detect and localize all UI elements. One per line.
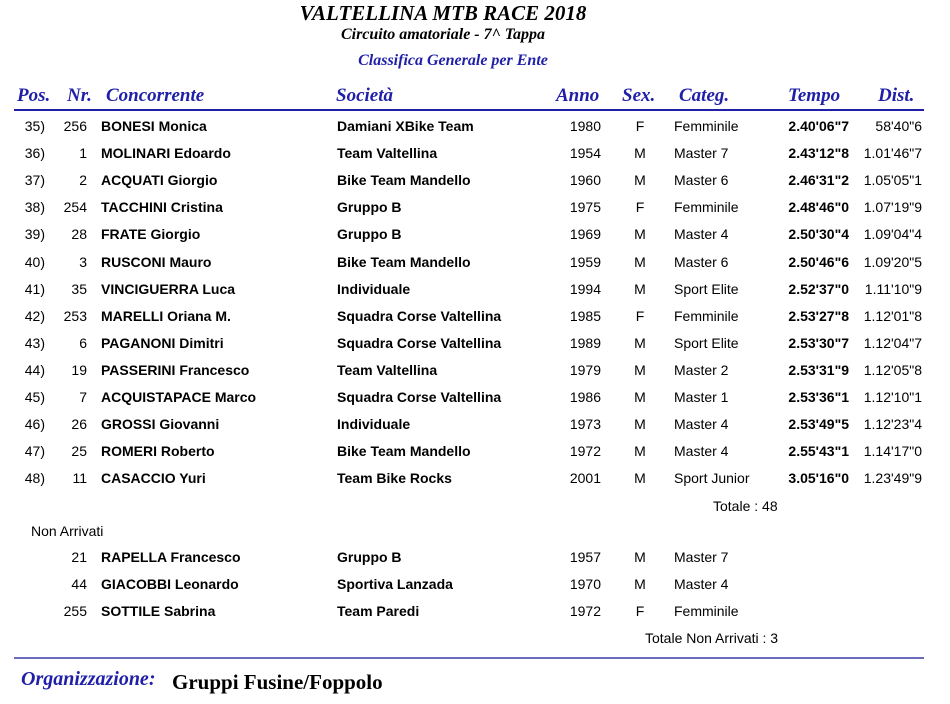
cell-pos: 39) (24, 226, 45, 243)
cell-pos: 43) (24, 334, 45, 351)
cell-anno: 1973 (569, 416, 601, 433)
cell-sex: M (634, 334, 646, 351)
cell-tempo: 2.43'12"8 (788, 145, 849, 162)
cell-dist: 1.14'17"0 (863, 443, 922, 460)
cell-dist: 1.11'10"9 (864, 280, 922, 297)
cell-categ: Master 4 (674, 576, 729, 593)
cell-name: GROSSI Giovanni (101, 416, 220, 433)
cell-categ: Sport Elite (674, 334, 739, 351)
cell-nr: 255 (63, 603, 87, 620)
cell-anno: 1957 (569, 549, 601, 565)
cell-pos: 44) (24, 361, 45, 378)
cell-name: GIACOBBI Leonardo (101, 576, 239, 593)
cell-sex: F (635, 118, 645, 134)
cell-tempo: 2.53'36"1 (788, 389, 849, 405)
cell-dist: 58'40"6 (875, 118, 922, 134)
cell-anno: 1986 (569, 389, 601, 405)
cell-dist: 1.09'20"5 (863, 253, 922, 270)
cell-categ: Master 7 (674, 549, 729, 565)
cell-pos: 41) (24, 280, 45, 297)
cell-categ: Master 6 (674, 172, 729, 189)
cell-name: SOTTILE Sabrina (101, 603, 216, 620)
cell-sex: M (634, 470, 646, 487)
cell-anno: 1994 (569, 280, 601, 297)
table-row (0, 199, 950, 226)
cell-sex: F (635, 603, 645, 620)
cell-nr: 7 (79, 389, 87, 405)
cell-dist: 1.12'10"1 (863, 389, 922, 405)
cell-pos: 46) (24, 416, 45, 433)
ranking-type-title: Classifica Generale per Ente (358, 52, 548, 69)
cell-nr: 28 (71, 226, 87, 243)
cell-name: MOLINARI Edoardo (101, 145, 231, 162)
cell-name: MARELLI Oriana M. (101, 307, 231, 324)
cell-pos: 38) (24, 199, 45, 216)
cell-pos: 48) (24, 470, 45, 487)
cell-categ: Master 7 (674, 145, 729, 162)
cell-sex: M (634, 443, 646, 460)
header-concorrente: Concorrente (106, 85, 205, 106)
cell-tempo: 2.53'31"9 (788, 361, 849, 378)
cell-tempo: 2.40'06"7 (788, 118, 849, 134)
cell-team: Damiani XBike Team (337, 118, 474, 134)
cell-nr: 11 (72, 470, 87, 487)
cell-name: FRATE Giorgio (101, 226, 201, 243)
cell-categ: Master 1 (674, 389, 729, 405)
cell-anno: 1969 (569, 226, 601, 243)
cell-categ: Master 4 (674, 443, 729, 460)
cell-team: Bike Team Mandello (337, 172, 471, 189)
table-row (0, 549, 950, 576)
table-row (0, 603, 950, 630)
table-row (0, 118, 950, 145)
cell-categ: Master 4 (674, 416, 729, 433)
non-arrivati-label: Non Arrivati (31, 523, 104, 539)
cell-sex: F (635, 307, 645, 324)
cell-dist: 1.09'04"4 (863, 226, 922, 243)
table-row (0, 389, 950, 416)
cell-team: Gruppo B (337, 549, 402, 565)
cell-team: Gruppo B (337, 226, 402, 243)
cell-sex: M (634, 361, 646, 378)
cell-sex: M (634, 576, 646, 593)
header-tempo: Tempo (788, 85, 841, 106)
cell-anno: 1970 (569, 576, 601, 593)
cell-dist: 1.12'23"4 (863, 416, 922, 433)
cell-name: PASSERINI Francesco (101, 361, 250, 378)
cell-tempo: 2.50'30"4 (788, 226, 849, 243)
header-nr: Nr. (67, 85, 92, 106)
cell-pos: 35) (24, 118, 45, 134)
cell-categ: Sport Junior (674, 470, 750, 487)
cell-team: Individuale (337, 416, 411, 433)
table-row (0, 145, 950, 172)
cell-team: Team Paredi (337, 603, 420, 620)
table-row (0, 470, 950, 497)
table-row (0, 172, 950, 199)
cell-anno: 1972 (569, 603, 601, 620)
cell-categ: Master 4 (674, 226, 729, 243)
cell-team: Team Valtellina (337, 145, 438, 162)
cell-name: ROMERI Roberto (101, 443, 215, 460)
cell-anno: 1979 (569, 361, 601, 378)
cell-anno: 1960 (569, 172, 601, 189)
cell-name: PAGANONI Dimitri (101, 334, 224, 351)
cell-pos: 47) (24, 443, 45, 460)
header-anno: Anno (556, 85, 600, 106)
cell-team: Bike Team Mandello (337, 253, 471, 270)
cell-tempo: 2.50'46"6 (788, 253, 849, 270)
cell-nr: 44 (71, 576, 87, 593)
cell-dist: 1.07'19"9 (863, 199, 922, 216)
cell-tempo: 2.53'30"7 (788, 334, 849, 351)
cell-team: Team Valtellina (337, 361, 438, 378)
cell-name: VINCIGUERRA Luca (101, 280, 236, 297)
cell-sex: M (634, 226, 646, 243)
cell-nr: 254 (63, 199, 87, 216)
header-rule (14, 109, 924, 111)
cell-categ: Femminile (674, 199, 739, 216)
cell-sex: M (634, 253, 646, 270)
table-row (0, 281, 950, 308)
cell-team: Bike Team Mandello (337, 443, 471, 460)
cell-categ: Sport Elite (674, 280, 739, 297)
cell-tempo: 2.53'49"5 (788, 416, 849, 433)
cell-anno: 1972 (569, 443, 601, 460)
cell-tempo: 2.52'37"0 (788, 280, 849, 297)
cell-team: Squadra Corse Valtellina (337, 307, 502, 324)
cell-dist: 1.23'49"9 (863, 470, 922, 487)
cell-name: TACCHINI Cristina (101, 199, 223, 216)
cell-nr: 2 (79, 172, 87, 189)
cell-sex: M (634, 280, 646, 297)
cell-sex: M (634, 416, 646, 433)
cell-team: Squadra Corse Valtellina (337, 334, 502, 351)
cell-pos: 45) (24, 389, 45, 405)
totale-non-arrivati: Totale Non Arrivati : 3 (645, 630, 779, 646)
table-row (0, 226, 950, 253)
header-societa: Società (336, 85, 393, 106)
cell-tempo: 3.05'16"0 (788, 470, 849, 487)
totale-count: Totale : 48 (713, 498, 778, 514)
table-row (0, 254, 950, 281)
cell-anno: 1985 (569, 307, 601, 324)
table-row (0, 416, 950, 443)
cell-tempo: 2.46'31"2 (788, 172, 849, 189)
cell-categ: Femminile (674, 307, 739, 324)
cell-name: BONESI Monica (101, 118, 207, 134)
cell-sex: M (634, 145, 646, 162)
cell-team: Squadra Corse Valtellina (337, 389, 502, 405)
cell-nr: 256 (63, 118, 87, 134)
cell-tempo: 2.53'27"8 (788, 307, 849, 324)
cell-anno: 1989 (569, 334, 601, 351)
cell-nr: 6 (79, 334, 87, 351)
table-row (0, 335, 950, 362)
cell-categ: Femminile (674, 118, 739, 134)
cell-dist: 1.12'01"8 (863, 307, 922, 324)
cell-nr: 35 (71, 280, 87, 297)
cell-nr: 25 (71, 443, 87, 460)
document-title: VALTELLINA MTB RACE 2018 (299, 1, 587, 25)
cell-dist: 1.12'04"7 (863, 334, 922, 351)
footer-rule (14, 657, 924, 659)
cell-pos: 36) (24, 145, 45, 162)
cell-nr: 3 (79, 253, 87, 270)
cell-pos: 40) (24, 253, 45, 270)
header-categ: Categ. (679, 85, 730, 106)
cell-anno: 1975 (569, 199, 601, 216)
cell-team: Gruppo B (337, 199, 402, 216)
cell-nr: 1 (79, 145, 87, 162)
cell-name: CASACCIO Yuri (101, 470, 206, 487)
cell-name: ACQUISTAPACE Marco (101, 389, 257, 405)
cell-categ: Master 2 (674, 361, 729, 378)
cell-dist: 1.05'05"1 (863, 172, 922, 189)
header-dist: Dist. (878, 85, 915, 106)
table-row (0, 443, 950, 470)
cell-sex: M (634, 389, 646, 405)
cell-categ: Master 6 (674, 253, 729, 270)
cell-categ: Femminile (674, 603, 739, 620)
cell-nr: 26 (71, 416, 87, 433)
cell-anno: 2001 (569, 470, 601, 487)
cell-nr: 19 (71, 361, 87, 378)
cell-name: RUSCONI Mauro (101, 253, 212, 270)
cell-anno: 1954 (569, 145, 601, 162)
document-subtitle: Circuito amatoriale - 7^ Tappa (340, 26, 546, 43)
cell-tempo: 2.55'43"1 (788, 443, 849, 460)
organizzazione-value: Gruppi Fusine/Foppolo (172, 670, 383, 694)
header-pos: Pos. (17, 85, 51, 106)
cell-nr: 253 (63, 307, 87, 324)
cell-team: Sportiva Lanzada (337, 576, 453, 593)
cell-name: RAPELLA Francesco (101, 549, 241, 565)
table-row (0, 308, 950, 335)
cell-sex: M (634, 172, 646, 189)
cell-sex: F (635, 199, 645, 216)
cell-dist: 1.01'46"7 (863, 145, 922, 162)
cell-anno: 1959 (569, 253, 601, 270)
cell-pos: 42) (24, 307, 45, 324)
cell-name: ACQUATI Giorgio (101, 172, 218, 189)
cell-nr: 21 (71, 549, 87, 565)
cell-anno: 1980 (569, 118, 601, 134)
organizzazione-label: Organizzazione: (21, 668, 156, 690)
cell-team: Individuale (337, 280, 411, 297)
table-row (0, 362, 950, 389)
cell-pos: 37) (24, 172, 45, 189)
cell-sex: M (634, 549, 646, 565)
table-row (0, 576, 950, 603)
cell-dist: 1.12'05"8 (863, 361, 922, 378)
header-sex: Sex. (622, 85, 656, 106)
cell-tempo: 2.48'46"0 (788, 199, 849, 216)
cell-team: Team Bike Rocks (337, 470, 452, 487)
